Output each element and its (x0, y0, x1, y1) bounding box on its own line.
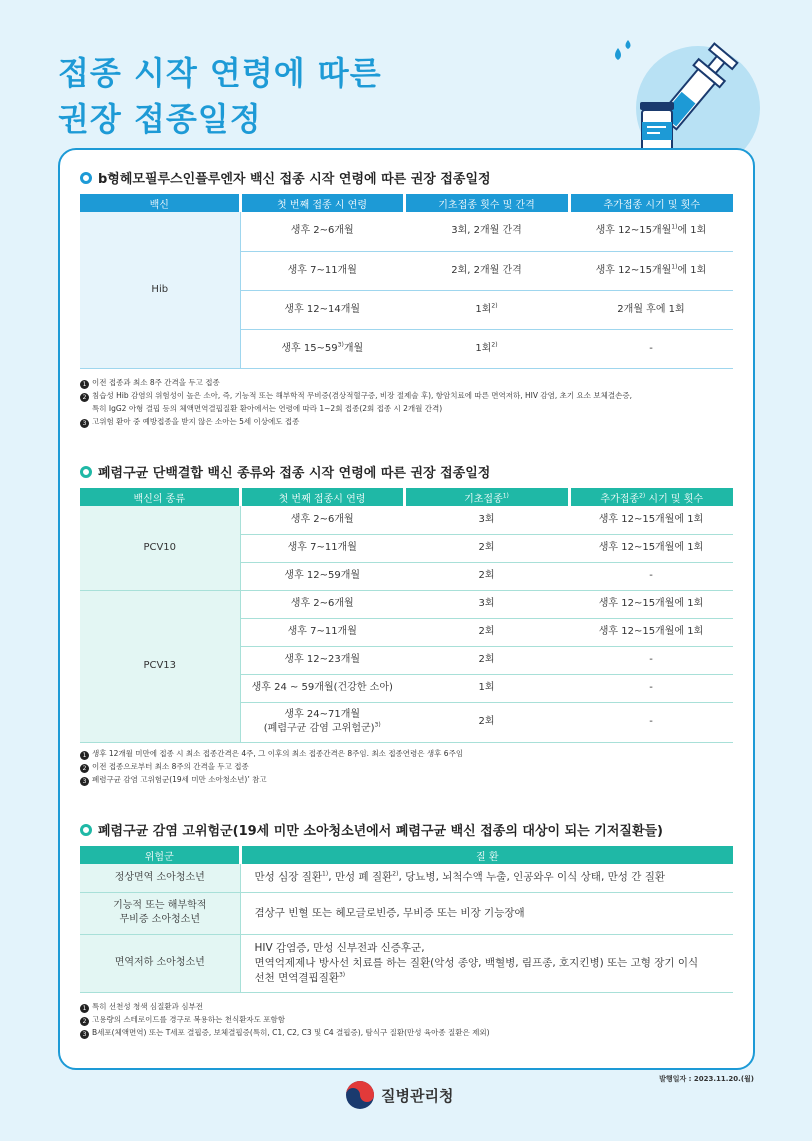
table-row: 생후 12~23개월 2회 - (80, 646, 733, 674)
agency-logo (345, 1080, 453, 1110)
note-item: 3 폐렴구균 감염 고위험군(19세 미만 소아청소년)’ 참고 (80, 773, 740, 786)
table-header-row (80, 194, 733, 212)
table-row: 생후 12~59개월 2회 - (80, 562, 733, 590)
section1-notes (80, 376, 740, 428)
table-row: 생후 7~11개월 2회, 2개월 간격 생후 12~15개월$^{1)}$에 1회 (80, 251, 733, 290)
table-row: 생후 7~11개월 2회 생후 12~15개월에 1회 (80, 534, 733, 562)
section3-title: 폐렴구균 감염 고위험군(19세 미만 소아청소년에서 폐렴구균 백신 접종의 대상이 되는 기저질환들) (80, 820, 663, 839)
header-booster: 추가접종 시기 및 횟수 (569, 194, 733, 212)
table-row: 생후 24~71개월 (폐렴구균 감염 고위험군)$^{3)}$ 2회 - (80, 702, 733, 742)
note-item: 특히 IgG2 아형 결핍 등의 체액면역결핍질환 환아에서는 연령에 따라 1~2회 접종(2회 접종 시 2개월 간격) (92, 404, 443, 413)
note-item: 1 특히 선천성 청색 심질환과 심부전 (80, 1000, 740, 1013)
header-vaccine-type: 백신의 종류 (80, 488, 240, 506)
header-primary: 기초접종 횟수 및 간격 (404, 194, 569, 212)
header-booster: 추가접종$^{2)}$ 시기 및 횟수 (569, 488, 733, 506)
vaccine-name: Hib (80, 212, 240, 368)
section2-notes (80, 747, 740, 786)
table-row: 생후 12~14개월 1회$^{2)}$ 2개월 후에 1회 (80, 290, 733, 329)
page-title-line2: 권장 접종일정 (58, 100, 262, 138)
publication-date: 발행일자 : 2023.11.20.(월) (659, 1075, 754, 1083)
header-vaccine: 백신 (80, 194, 240, 212)
note-item: 3 B세포(체액면역) 또는 T세포 결핍증, 보체결핍증(특히, C1, C2, C3 및 C4 결핍증), 탐식구 질환(만성 육아종 질환은 제외) (80, 1026, 740, 1039)
header-primary: 기초접종$^{1)}$ (404, 488, 569, 506)
table-row: 면역저하 소아청소년 HIV 감염증, 만성 신부전과 신증후군, 면역억제제나 방사선 치료를 하는 질환(악성 종양, 백혈병, 림프종, 호지킨병) 또는 고형 장기 이식 선천 면역결핍질환$^{3)}$ (80, 934, 733, 992)
header-first-age: 첫 번째 접종시 연령 (240, 488, 404, 506)
risk-group-table (80, 846, 733, 993)
agency-name: 질병관리청 (381, 1086, 454, 1105)
hib-schedule-table (80, 194, 733, 369)
kdca-emblem-icon (345, 1080, 375, 1110)
section2-title: 폐렴구균 단백결합 백신 종류와 접종 시작 연령에 따른 권장 접종일정 (80, 462, 490, 481)
ring-bullet-icon (80, 172, 92, 184)
note-item: 1 생후 12개월 미만에 접종 시 최소 접종간격은 4주, 그 이후의 최소 접종간격은 8주임. 최소 접종연령은 생후 6주임 (80, 747, 740, 760)
page-title-line1: 접종 시작 연령에 따른 (58, 54, 382, 92)
vaccine-name: PCV13 (80, 590, 240, 742)
pcv-schedule-table (80, 488, 733, 743)
table-row: 정상면역 소아청소년 만성 심장 질환$^{1)}$, 만성 폐 질환$^{2)}$, 당뇨병, 뇌척수액 누출, 인공와우 이식 상태, 만성 간 질환 (80, 864, 733, 892)
note-item: 1 이전 접종과 최소 8주 간격을 두고 접종 (80, 376, 740, 389)
note-item: 2 고용량의 스테로이드를 경구로 복용하는 천식환자도 포함함 (80, 1013, 740, 1026)
section3-notes (80, 1000, 740, 1039)
vaccine-syringe-illustration (600, 30, 770, 165)
table-header-row (80, 488, 733, 506)
ring-bullet-icon (80, 824, 92, 836)
section1-title: b형헤모필루스인플루엔자 백신 접종 시작 연령에 따른 권장 접종일정 (80, 168, 491, 187)
table-row: 생후 24 ~ 59개월(건강한 소아) 1회 - (80, 674, 733, 702)
header-risk-group: 위험군 (80, 846, 240, 864)
header-disease: 질 환 (240, 846, 733, 864)
table-row: 기능적 또는 해부학적 무비증 소아청소년 겸상구 빈혈 또는 헤모글로빈증, 무비증 또는 비장 기능장애 (80, 892, 733, 934)
table-row: Hib 생후 2~6개월 3회, 2개월 간격 생후 12~15개월$^{1)}$에 1회 (80, 212, 733, 251)
page-title (58, 50, 382, 142)
table-header-row (80, 846, 733, 864)
table-row: PCV13 생후 2~6개월 3회 생후 12~15개월에 1회 (80, 590, 733, 618)
note-item: 2 이전 접종으로부터 최소 8주의 간격을 두고 접종 (80, 760, 740, 773)
table-row: 생후 15~59$^{3)}$개월 1회$^{2)}$ - (80, 329, 733, 368)
table-row: PCV10 생후 2~6개월 3회 생후 12~15개월에 1회 (80, 506, 733, 534)
note-item: 2 침습성 Hib 감염의 위험성이 높은 소아, 즉, 기능적 또는 해부학적 무비증(겸상적혈구증, 비장 절제술 후), 항암치료에 따른 면역저하, HIV 감염, 초기 요소 보체결손증, (80, 389, 740, 402)
note-item: 3 고위험 환아 중 예방접종을 받지 않은 소아는 5세 이상에도 접종 (80, 415, 740, 428)
ring-bullet-icon (80, 466, 92, 478)
table-row: 생후 7~11개월 2회 생후 12~15개월에 1회 (80, 618, 733, 646)
vaccine-name: PCV10 (80, 506, 240, 590)
header-first-age: 첫 번째 접종 시 연령 (240, 194, 404, 212)
